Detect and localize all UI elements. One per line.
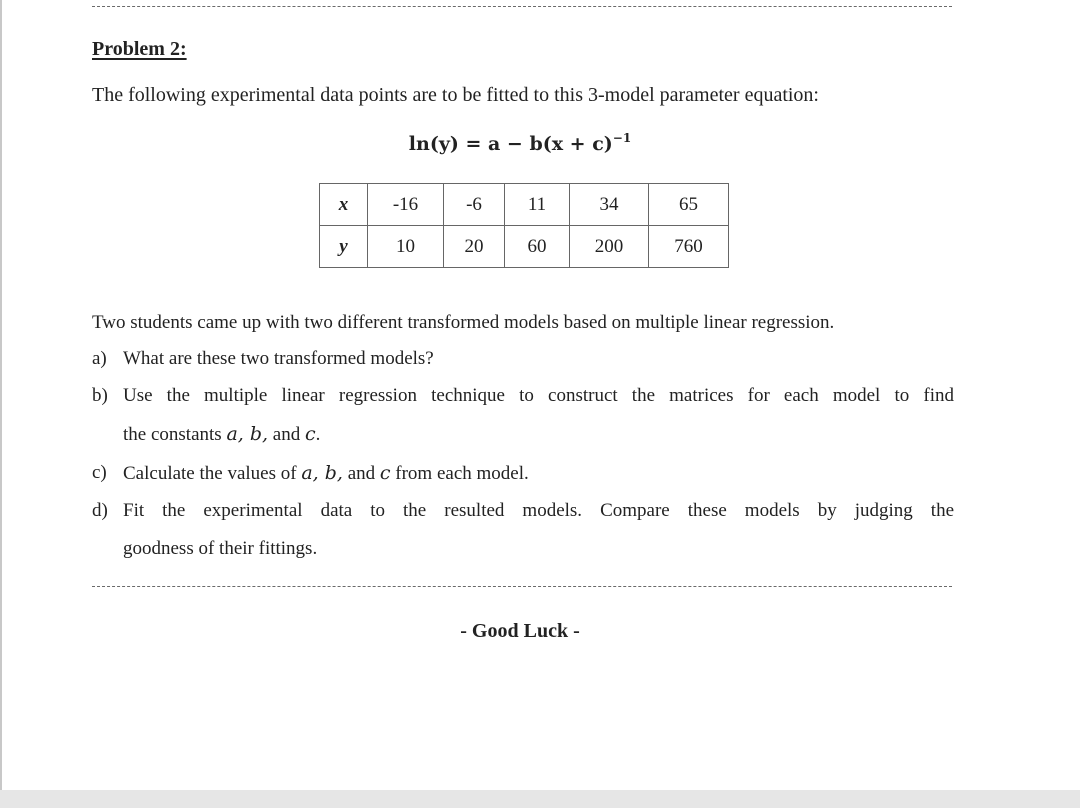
question-b-text: Use the multiple linear regression technique to construct the matrices for each model to find xyxy=(123,385,954,406)
question-a-text: What are these two transformed models? xyxy=(123,348,434,369)
question-b-text2-mid: and xyxy=(268,424,305,445)
question-d-text-line2: goodness of their fittings. xyxy=(123,538,318,559)
equation-main: ln(y) = a − b(x + c) xyxy=(408,133,613,155)
students-paragraph: Two students came up with two different transformed models based on multiple linear regression. xyxy=(92,312,835,333)
page-bottom-strip xyxy=(0,790,1080,808)
question-b-label: b) xyxy=(92,385,108,406)
question-d-label: d) xyxy=(92,500,108,521)
question-c-vars: a, b, xyxy=(301,462,343,484)
x-value-cell: -16 xyxy=(368,184,444,226)
page-left-edge xyxy=(0,0,2,808)
question-c-label: c) xyxy=(92,462,107,483)
x-value-cell: 34 xyxy=(570,184,649,226)
question-c-text xyxy=(123,462,954,485)
y-value-cell: 20 xyxy=(444,226,505,268)
y-value-cell: 10 xyxy=(368,226,444,268)
problem-title: Problem 2: xyxy=(92,38,187,60)
x-value-cell: 65 xyxy=(649,184,729,226)
question-d-text: Fit the experimental data to the resulted models. Compare these models by judging the xyxy=(123,500,954,521)
question-b-text-line2 xyxy=(123,423,954,446)
x-row xyxy=(320,184,729,226)
y-row-header: y xyxy=(320,226,368,268)
x-value-cell: 11 xyxy=(505,184,570,226)
top-dashed-divider xyxy=(92,6,952,7)
question-b-text2-start: the constants xyxy=(123,424,227,445)
y-row xyxy=(320,226,729,268)
closing-message: - Good Luck - xyxy=(460,620,580,642)
equation-exponent: −1 xyxy=(612,131,632,145)
question-c-var-c: c xyxy=(379,462,391,484)
question-a-label: a) xyxy=(92,348,107,369)
bottom-dashed-divider xyxy=(92,586,952,587)
model-equation xyxy=(0,131,1040,155)
question-b-vars: a, b, xyxy=(226,423,269,445)
problem-intro: The following experimental data points are to be fitted to this 3-model parameter equation: xyxy=(92,84,819,106)
question-c-text-start: Calculate the values of xyxy=(123,463,302,484)
x-row-header: x xyxy=(320,184,368,226)
question-c-text-end: from each model. xyxy=(390,463,529,484)
question-b-text2-end: . xyxy=(315,424,321,445)
y-value-cell: 60 xyxy=(505,226,570,268)
data-points-table xyxy=(319,183,729,268)
question-c-text-mid: and xyxy=(342,463,380,484)
y-value-cell: 760 xyxy=(649,226,729,268)
x-value-cell: -6 xyxy=(444,184,505,226)
y-value-cell: 200 xyxy=(570,226,649,268)
question-b-var-c: c xyxy=(304,423,316,445)
